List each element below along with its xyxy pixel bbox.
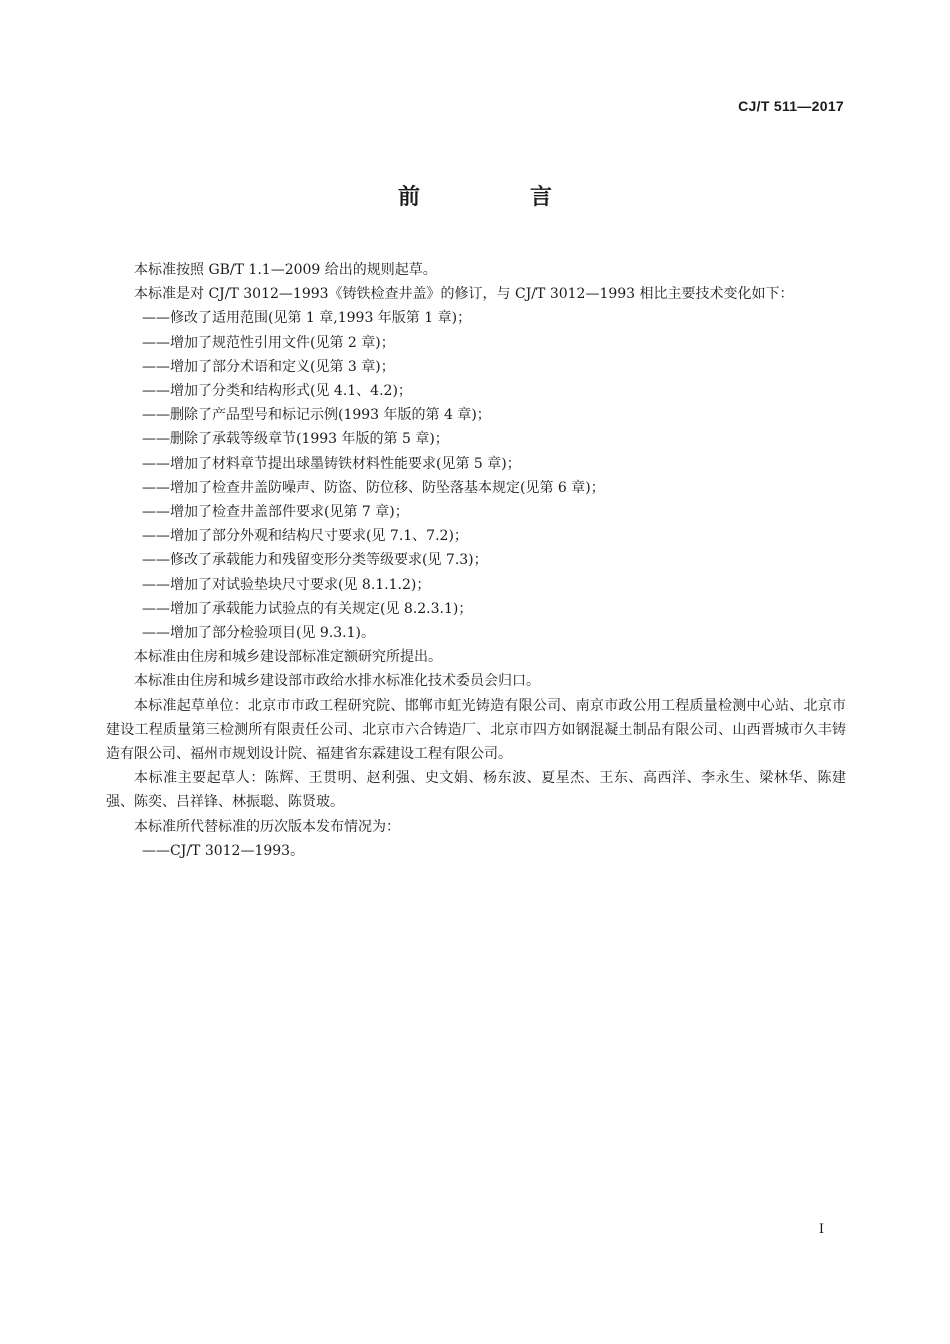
list-item: ——增加了部分检验项目(见 9.3.1)。 <box>142 625 375 642</box>
list-item: ——增加了承载能力试验点的有关规定(见 8.2.3.1)； <box>142 600 473 617</box>
list-item: ——CJ/T 3012—1993。 <box>142 842 305 859</box>
list-item: ——增加了规范性引用文件(见第 2 章)； <box>142 334 395 351</box>
intro-paragraph: 本标准按照 GB/T 1.1—2009 给出的规则起草。 <box>134 262 437 278</box>
list-item: ——增加了部分外观和结构尺寸要求(见 7.1、7.2)； <box>142 528 468 545</box>
list-item: ——增加了检查井盖部件要求(见第 7 章)； <box>142 504 409 521</box>
drafting-units-paragraph: 本标准起草单位：北京市市政工程研究院、邯郸市虹光铸造有限公司、南京市政公用工程质量检测中心站、北京市建设工程质量第三检测所有限责任公司、北京市六合铸造厂、北京市四方如钢混凝土制品有限公司、山西晋城市久丰铸造有限公司、福州市规划设计院、福建省东霖建设工程有限公司。 <box>106 697 846 763</box>
intro-paragraph: 本标准是对 CJ/T 3012—1993《铸铁检查井盖》的修订，与 CJ/T 3012—1993 相比主要技术变化如下： <box>134 286 794 303</box>
standard-code: CJ/T 511—2017 <box>738 98 844 114</box>
list-item: ——增加了材料章节提出球墨铸铁材料性能要求(见第 5 章)； <box>142 455 521 472</box>
list-item: ——删除了承载等级章节(1993 年版的第 5 章)； <box>142 431 449 448</box>
page-number: I <box>818 1222 824 1237</box>
list-item: ——增加了检查井盖防噪声、防盗、防位移、防坠落基本规定(见第 6 章)； <box>142 479 605 496</box>
foreword-body <box>106 258 846 863</box>
proposer-paragraph: 本标准由住房和城乡建设部标准定额研究所提出。 <box>134 649 442 666</box>
centralized-paragraph: 本标准由住房和城乡建设部市政给水排水标准化技术委员会归口。 <box>134 673 540 690</box>
changes-list <box>106 306 846 645</box>
list-item: ——修改了适用范围(见第 1 章,1993 年版第 1 章)； <box>142 310 472 327</box>
list-item: ——增加了部分术语和定义(见第 3 章)； <box>142 358 395 375</box>
list-item: ——修改了承载能力和残留变形分类等级要求(见 7.3)； <box>142 552 488 569</box>
list-item: ——增加了对试验垫块尺寸要求(见 8.1.1.2)； <box>142 576 431 593</box>
page-title: 前 言 <box>397 185 596 210</box>
drafters-paragraph: 本标准主要起草人：陈辉、王贯明、赵利强、史文娟、杨东波、夏星杰、王东、高西洋、李永生、梁林华、陈建强、陈奕、吕祥锋、林振聪、陈贤玻。 <box>106 770 846 811</box>
list-item: ——增加了分类和结构形式(见 4.1、4.2)； <box>142 383 412 400</box>
replaced-intro-paragraph: 本标准所代替标准的历次版本发布情况为： <box>134 818 400 835</box>
list-item: ——删除了产品型号和标记示例(1993 年版的第 4 章)； <box>142 407 491 424</box>
